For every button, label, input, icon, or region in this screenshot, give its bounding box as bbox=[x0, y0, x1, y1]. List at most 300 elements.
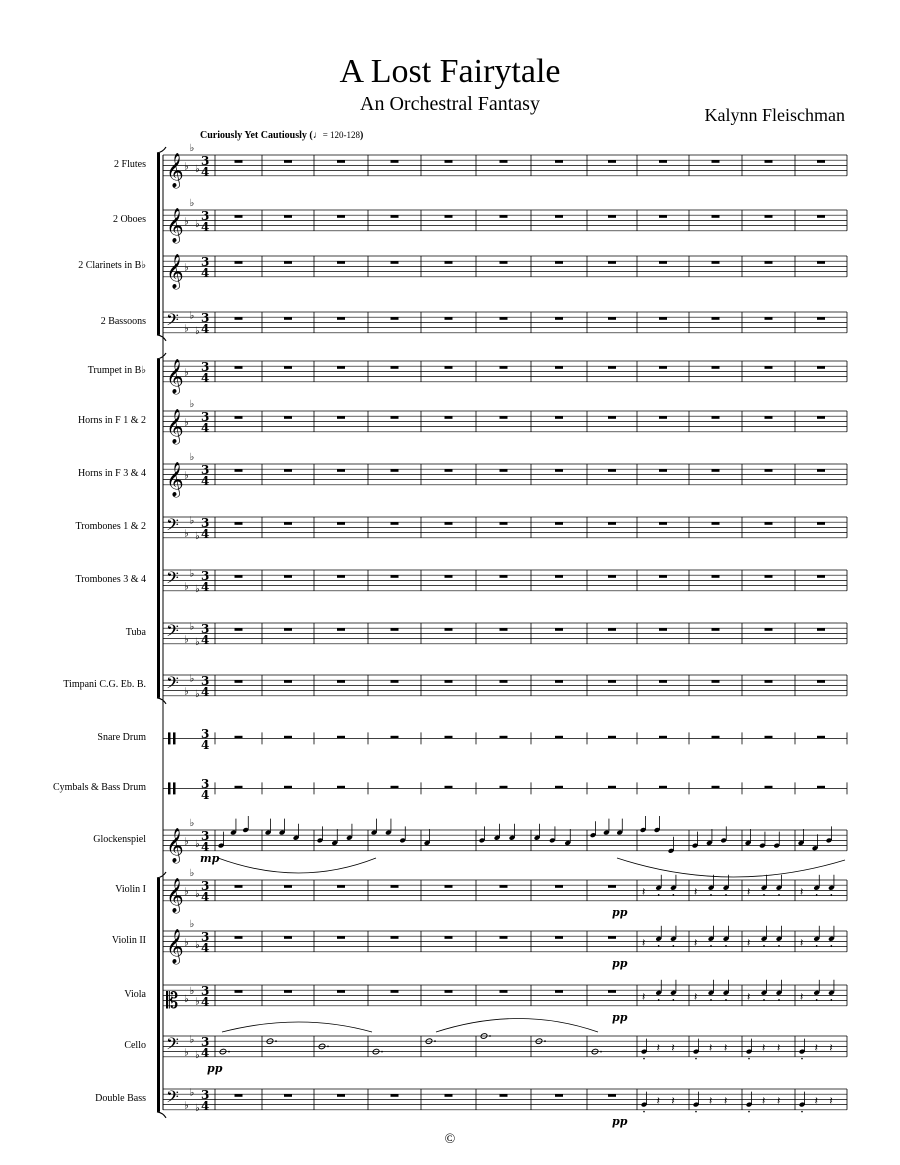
whole-rest-icon bbox=[608, 469, 616, 472]
quarter-rest-icon: 𝄽 bbox=[829, 1094, 833, 1108]
staff-2-clarinets-in-b bbox=[163, 256, 847, 277]
quarter-rest-icon: 𝄽 bbox=[642, 990, 646, 1004]
whole-rest-icon bbox=[659, 366, 667, 369]
whole-rest-icon bbox=[765, 469, 773, 472]
whole-rest-icon bbox=[817, 786, 825, 789]
treble-clef-icon: 𝄞 bbox=[166, 207, 184, 243]
quarter-rest-icon: 𝄽 bbox=[709, 1041, 713, 1055]
key-flat-icon: ♭ bbox=[184, 323, 189, 335]
whole-rest-icon bbox=[712, 416, 720, 419]
staccato-dot bbox=[778, 894, 780, 896]
key-flat-icon: ♭ bbox=[195, 219, 200, 230]
quarter-rest-icon: 𝄽 bbox=[694, 936, 698, 950]
whole-rest-icon bbox=[445, 990, 453, 993]
whole-rest-icon bbox=[555, 885, 563, 888]
time-signature-numerator: 3 bbox=[201, 878, 210, 893]
whole-rest-icon bbox=[817, 317, 825, 320]
whole-rest-icon bbox=[817, 416, 825, 419]
whole-rest-icon bbox=[445, 469, 453, 472]
augmentation-dot bbox=[489, 1035, 491, 1037]
whole-rest-icon bbox=[608, 215, 616, 218]
percussion-clef-icon bbox=[173, 782, 176, 794]
whole-rest-icon bbox=[235, 786, 243, 789]
whole-rest-icon bbox=[391, 160, 399, 163]
key-flat-icon: ♭ bbox=[189, 198, 195, 210]
treble-clef-icon: 𝄞 bbox=[166, 152, 184, 188]
bass-clef-icon: 𝄢 bbox=[166, 1033, 179, 1058]
quarter-rest-icon: 𝄽 bbox=[762, 1094, 766, 1108]
whole-rest-icon bbox=[817, 522, 825, 525]
quarter-rest-icon: 𝄽 bbox=[800, 936, 804, 950]
whole-rest-icon bbox=[391, 885, 399, 888]
staccato-dot bbox=[673, 894, 675, 896]
whole-rest-icon bbox=[337, 215, 345, 218]
whole-rest-icon bbox=[284, 261, 292, 264]
augmentation-dot bbox=[600, 1051, 602, 1053]
dynamic-pp: pp bbox=[612, 956, 628, 970]
key-flat-icon: ♭ bbox=[184, 836, 189, 848]
key-flat-icon: ♭ bbox=[184, 686, 189, 698]
instrument-label-violin-ii: Violin II bbox=[111, 935, 146, 947]
whole-rest-icon bbox=[500, 522, 508, 525]
whole-rest-icon bbox=[500, 628, 508, 631]
whole-rest-icon bbox=[445, 885, 453, 888]
key-flat-icon: ♭ bbox=[189, 568, 195, 580]
whole-rest-icon bbox=[391, 215, 399, 218]
staccato-dot bbox=[658, 945, 660, 947]
key-flat-icon: ♭ bbox=[189, 919, 195, 931]
whole-rest-icon bbox=[391, 736, 399, 739]
quarter-rest-icon: 𝄽 bbox=[777, 1094, 781, 1108]
whole-rest-icon bbox=[337, 936, 345, 939]
woodwinds-bracket-hook bbox=[157, 147, 166, 153]
whole-rest-icon bbox=[712, 261, 720, 264]
whole-rest-icon bbox=[608, 736, 616, 739]
whole-rest-icon bbox=[555, 990, 563, 993]
whole-rest-icon bbox=[391, 469, 399, 472]
whole-rest-icon bbox=[500, 736, 508, 739]
time-signature-numerator: 3 bbox=[201, 153, 210, 168]
instrument-label-tuba: Tuba bbox=[125, 627, 146, 639]
staff-violin-ii bbox=[163, 931, 847, 952]
key-flat-icon: ♭ bbox=[184, 634, 189, 646]
whole-rest-icon bbox=[555, 680, 563, 683]
key-flat-icon: ♭ bbox=[195, 637, 200, 649]
staccato-dot bbox=[816, 945, 818, 947]
whole-rest-icon bbox=[235, 469, 243, 472]
staccato-dot bbox=[643, 1058, 645, 1060]
bass-clef-icon: 𝄢 bbox=[166, 567, 179, 592]
staccato-dot bbox=[725, 999, 727, 1001]
bass-clef-icon: 𝄢 bbox=[166, 309, 179, 334]
whole-rest-icon bbox=[445, 261, 453, 264]
staff-tuba bbox=[163, 620, 847, 645]
whole-rest-icon bbox=[235, 522, 243, 525]
whole-rest-icon bbox=[284, 786, 292, 789]
time-signature-denominator: 4 bbox=[201, 370, 210, 385]
time-signature-numerator: 3 bbox=[201, 254, 210, 269]
quarter-rest-icon: 𝄽 bbox=[642, 936, 646, 950]
key-flat-icon: ♭ bbox=[189, 1087, 195, 1099]
time-signature-numerator: 3 bbox=[201, 621, 210, 636]
time-signature-numerator: 3 bbox=[201, 1034, 210, 1049]
time-signature-denominator: 4 bbox=[201, 839, 210, 854]
staccato-dot bbox=[695, 1111, 697, 1113]
whole-rest-icon bbox=[712, 575, 720, 578]
quarter-rest-icon: 𝄽 bbox=[642, 885, 646, 899]
time-signature-denominator: 4 bbox=[201, 1045, 210, 1060]
tempo-metronome: = 120-128 bbox=[322, 130, 361, 140]
whole-rest-icon bbox=[608, 522, 616, 525]
whole-rest-icon bbox=[659, 575, 667, 578]
whole-rest-icon bbox=[555, 366, 563, 369]
treble-clef-icon: 𝄞 bbox=[166, 253, 184, 289]
key-flat-icon: ♭ bbox=[184, 1047, 189, 1059]
whole-rest-icon bbox=[659, 680, 667, 683]
time-signature-denominator: 4 bbox=[201, 737, 210, 752]
whole-rest-icon bbox=[337, 990, 345, 993]
whole-rest-icon bbox=[284, 416, 292, 419]
whole-rest-icon bbox=[817, 215, 825, 218]
whole-rest-icon bbox=[445, 416, 453, 419]
dynamic-pp: pp bbox=[612, 1010, 628, 1024]
time-signature-numerator: 3 bbox=[201, 208, 210, 223]
alto-clef-icon: 𝄡 bbox=[166, 988, 179, 1014]
strings-bracket bbox=[157, 878, 160, 1112]
staff-snare-drum bbox=[163, 732, 847, 744]
whole-rest-icon bbox=[765, 736, 773, 739]
treble-clef-icon: 𝄞 bbox=[166, 358, 184, 394]
key-flat-icon: ♭ bbox=[189, 515, 195, 527]
instrument-label-cello: Cello bbox=[124, 1040, 146, 1052]
dynamic-pp: pp bbox=[612, 1114, 628, 1128]
instrument-label-trombones-3-4: Trombones 3 & 4 bbox=[75, 574, 146, 586]
slur bbox=[436, 1019, 598, 1033]
whole-rest-icon bbox=[765, 261, 773, 264]
treble-clef-icon: 𝄞 bbox=[166, 928, 184, 964]
time-signature-numerator: 3 bbox=[201, 310, 210, 325]
whole-rest-icon bbox=[445, 936, 453, 939]
slur bbox=[617, 858, 845, 877]
slur bbox=[222, 1022, 372, 1032]
whole-rest-icon bbox=[817, 469, 825, 472]
brass-bracket bbox=[157, 359, 160, 698]
percussion-clef-icon bbox=[168, 782, 171, 794]
whole-rest-icon bbox=[337, 317, 345, 320]
whole-rest-icon bbox=[337, 366, 345, 369]
key-flat-icon: ♭ bbox=[195, 1103, 200, 1115]
quarter-note-icon: ♩ bbox=[312, 130, 323, 141]
whole-rest-icon bbox=[391, 1094, 399, 1097]
whole-rest-icon bbox=[500, 786, 508, 789]
whole-rest-icon bbox=[555, 936, 563, 939]
key-flat-icon: ♭ bbox=[189, 621, 195, 633]
staccato-dot bbox=[725, 894, 727, 896]
key-flat-icon: ♭ bbox=[189, 1034, 195, 1046]
composer-name: Kalynn Fleischman bbox=[704, 105, 845, 125]
whole-rest-icon bbox=[817, 366, 825, 369]
whole-rest-icon bbox=[445, 786, 453, 789]
tempo-text: Curiously Yet Cautiously bbox=[200, 130, 307, 141]
dynamic-pp: pp bbox=[612, 905, 628, 919]
whole-rest-icon bbox=[659, 469, 667, 472]
whole-rest-icon bbox=[765, 366, 773, 369]
time-signature-denominator: 4 bbox=[201, 219, 210, 234]
whole-rest-icon bbox=[608, 990, 616, 993]
whole-rest-icon bbox=[391, 680, 399, 683]
time-signature-denominator: 4 bbox=[201, 1098, 210, 1113]
whole-rest-icon bbox=[391, 936, 399, 939]
time-signature-denominator: 4 bbox=[201, 321, 210, 336]
whole-rest-icon bbox=[445, 736, 453, 739]
staccato-dot bbox=[710, 894, 712, 896]
augmentation-dot bbox=[381, 1051, 383, 1053]
quarter-rest-icon: 𝄽 bbox=[777, 1041, 781, 1055]
quarter-rest-icon: 𝄽 bbox=[671, 1094, 675, 1108]
key-flat-icon: ♭ bbox=[184, 581, 189, 593]
key-flat-icon: ♭ bbox=[195, 326, 200, 338]
staff-double-bass bbox=[163, 1086, 847, 1111]
whole-rest-icon bbox=[391, 261, 399, 264]
staccato-dot bbox=[673, 945, 675, 947]
whole-rest-icon bbox=[555, 416, 563, 419]
whole-rest-icon bbox=[284, 160, 292, 163]
whole-rest-icon bbox=[284, 317, 292, 320]
whole-rest-icon bbox=[659, 317, 667, 320]
whole-rest-icon bbox=[712, 366, 720, 369]
whole-rest-icon bbox=[391, 575, 399, 578]
key-flat-icon: ♭ bbox=[189, 452, 195, 464]
quarter-rest-icon: 𝄽 bbox=[814, 1094, 819, 1108]
staccato-dot bbox=[801, 1058, 803, 1060]
time-signature-denominator: 4 bbox=[201, 526, 210, 541]
whole-rest-icon bbox=[765, 575, 773, 578]
percussion-clef-icon bbox=[168, 732, 171, 744]
whole-rest-icon bbox=[235, 261, 243, 264]
whole-rest-icon bbox=[712, 215, 720, 218]
whole-rest-icon bbox=[337, 736, 345, 739]
quarter-rest-icon: 𝄽 bbox=[709, 1094, 713, 1108]
instrument-label-2-flutes: 2 Flutes bbox=[114, 159, 146, 171]
whole-rest-icon bbox=[659, 786, 667, 789]
key-flat-icon: ♭ bbox=[184, 886, 189, 898]
tempo-close-paren: ) bbox=[360, 130, 364, 141]
whole-rest-icon bbox=[555, 215, 563, 218]
quarter-rest-icon: 𝄽 bbox=[747, 936, 751, 950]
whole-rest-icon bbox=[500, 366, 508, 369]
staccato-dot bbox=[695, 1058, 697, 1060]
key-flat-icon: ♭ bbox=[189, 143, 195, 155]
staff-trumpet-in-b bbox=[163, 361, 847, 382]
staff-cymbals-bass-drum bbox=[163, 782, 847, 794]
slur bbox=[218, 858, 376, 873]
whole-rest-icon bbox=[235, 160, 243, 163]
key-flat-icon: ♭ bbox=[195, 531, 200, 543]
staccato-dot bbox=[816, 999, 818, 1001]
augmentation-dot bbox=[275, 1040, 277, 1042]
instrument-label-horns-in-f-3-4: Horns in F 3 & 4 bbox=[77, 468, 146, 480]
instrument-label-glockenspiel: Glockenspiel bbox=[93, 834, 146, 846]
staff-2-bassoons bbox=[163, 309, 847, 334]
quarter-rest-icon: 𝄽 bbox=[656, 1094, 661, 1108]
key-flat-icon: ♭ bbox=[189, 310, 195, 322]
time-signature-denominator: 4 bbox=[201, 265, 210, 280]
staccato-dot bbox=[725, 945, 727, 947]
key-flat-icon: ♭ bbox=[195, 839, 200, 850]
copyright-symbol: © bbox=[444, 1132, 456, 1147]
whole-rest-icon bbox=[765, 416, 773, 419]
whole-rest-icon bbox=[500, 261, 508, 264]
time-signature-denominator: 4 bbox=[201, 940, 210, 955]
woodwinds-bracket-hook bbox=[157, 335, 166, 341]
score-subtitle: An Orchestral Fantasy bbox=[360, 93, 540, 115]
time-signature-denominator: 4 bbox=[201, 473, 210, 488]
staccato-dot bbox=[816, 894, 818, 896]
key-flat-icon: ♭ bbox=[184, 470, 189, 482]
whole-rest-icon bbox=[659, 261, 667, 264]
key-flat-icon: ♭ bbox=[195, 996, 200, 1008]
key-flat-icon: ♭ bbox=[189, 986, 195, 998]
whole-rest-icon bbox=[284, 680, 292, 683]
whole-rest-icon bbox=[337, 680, 345, 683]
whole-rest-icon bbox=[284, 215, 292, 218]
time-signature-denominator: 4 bbox=[201, 632, 210, 647]
treble-clef-icon: 𝄞 bbox=[166, 461, 184, 497]
brass-bracket-hook bbox=[157, 698, 166, 704]
staccato-dot bbox=[748, 1111, 750, 1113]
staff-cello bbox=[163, 1033, 847, 1058]
whole-rest-icon bbox=[500, 215, 508, 218]
percussion-clef-icon bbox=[173, 732, 176, 744]
whole-rest-icon bbox=[765, 160, 773, 163]
whole-rest-icon bbox=[659, 736, 667, 739]
whole-rest-icon bbox=[500, 317, 508, 320]
whole-rest-icon bbox=[284, 628, 292, 631]
time-signature-numerator: 3 bbox=[201, 568, 210, 583]
key-flat-icon: ♭ bbox=[195, 940, 200, 951]
key-flat-icon: ♭ bbox=[184, 1100, 189, 1112]
whole-rest-icon bbox=[337, 261, 345, 264]
whole-rest-icon bbox=[555, 317, 563, 320]
staff-2-flutes bbox=[163, 155, 847, 176]
whole-rest-icon bbox=[500, 936, 508, 939]
key-flat-icon: ♭ bbox=[184, 216, 189, 228]
staff-horns-in-f-3-4 bbox=[163, 464, 847, 485]
whole-rest-icon bbox=[659, 628, 667, 631]
quarter-rest-icon: 𝄽 bbox=[747, 885, 751, 899]
whole-rest-icon bbox=[284, 522, 292, 525]
key-flat-icon: ♭ bbox=[189, 673, 195, 685]
whole-rest-icon bbox=[235, 680, 243, 683]
whole-rest-icon bbox=[765, 628, 773, 631]
augmentation-dot bbox=[228, 1051, 230, 1053]
whole-rest-icon bbox=[391, 317, 399, 320]
whole-rest-icon bbox=[284, 885, 292, 888]
whole-rest-icon bbox=[659, 215, 667, 218]
whole-rest-icon bbox=[765, 786, 773, 789]
whole-rest-icon bbox=[337, 416, 345, 419]
whole-rest-icon bbox=[391, 522, 399, 525]
whole-rest-icon bbox=[712, 469, 720, 472]
staccato-dot bbox=[643, 1111, 645, 1113]
instrument-label-2-oboes: 2 Oboes bbox=[112, 214, 146, 226]
treble-clef-icon: 𝄞 bbox=[166, 877, 184, 913]
quarter-rest-icon: 𝄽 bbox=[800, 990, 804, 1004]
whole-rest-icon bbox=[817, 680, 825, 683]
staff-viola bbox=[163, 985, 847, 1006]
strings-bracket-hook bbox=[157, 1112, 166, 1118]
key-flat-icon: ♭ bbox=[184, 262, 189, 274]
staff-trombones-1-2 bbox=[163, 514, 847, 539]
staccato-dot bbox=[748, 1058, 750, 1060]
whole-rest-icon bbox=[445, 522, 453, 525]
instrument-label-cymbals-bass-drum: Cymbals & Bass Drum bbox=[52, 782, 146, 794]
whole-rest-icon bbox=[284, 1094, 292, 1097]
quarter-rest-icon: 𝄽 bbox=[694, 885, 698, 899]
whole-rest-icon bbox=[608, 885, 616, 888]
key-flat-icon: ♭ bbox=[184, 528, 189, 540]
whole-rest-icon bbox=[712, 680, 720, 683]
key-flat-icon: ♭ bbox=[195, 584, 200, 596]
whole-rest-icon bbox=[284, 990, 292, 993]
staccato-dot bbox=[763, 999, 765, 1001]
whole-rest-icon bbox=[817, 261, 825, 264]
whole-rest-icon bbox=[555, 575, 563, 578]
whole-rest-icon bbox=[712, 522, 720, 525]
whole-rest-icon bbox=[555, 628, 563, 631]
time-signature-numerator: 3 bbox=[201, 409, 210, 424]
staccato-dot bbox=[658, 894, 660, 896]
whole-rest-icon bbox=[235, 1094, 243, 1097]
dynamic-pp: pp bbox=[207, 1061, 223, 1075]
strings-bracket-hook bbox=[157, 872, 166, 878]
staff-violin-i bbox=[163, 880, 847, 901]
whole-rest-icon bbox=[235, 416, 243, 419]
whole-rest-icon bbox=[608, 416, 616, 419]
time-signature-numerator: 3 bbox=[201, 983, 210, 998]
staccato-dot bbox=[658, 999, 660, 1001]
brass-bracket-hook bbox=[157, 353, 166, 359]
whole-rest-icon bbox=[284, 736, 292, 739]
time-signature-denominator: 4 bbox=[201, 994, 210, 1009]
whole-rest-icon bbox=[712, 786, 720, 789]
time-signature-numerator: 3 bbox=[201, 726, 210, 741]
staff-timpani-c-g-eb-b bbox=[163, 672, 847, 697]
whole-rest-icon bbox=[500, 885, 508, 888]
whole-rest-icon bbox=[555, 736, 563, 739]
key-flat-icon: ♭ bbox=[189, 399, 195, 411]
time-signature-denominator: 4 bbox=[201, 420, 210, 435]
whole-rest-icon bbox=[445, 317, 453, 320]
whole-rest-icon bbox=[391, 786, 399, 789]
instrument-label-violin-i: Violin I bbox=[115, 884, 146, 896]
staccato-dot bbox=[831, 945, 833, 947]
staccato-dot bbox=[831, 894, 833, 896]
staccato-dot bbox=[801, 1111, 803, 1113]
whole-rest-icon bbox=[337, 575, 345, 578]
whole-rest-icon bbox=[608, 261, 616, 264]
whole-rest-icon bbox=[337, 160, 345, 163]
whole-rest-icon bbox=[659, 522, 667, 525]
whole-rest-icon bbox=[555, 469, 563, 472]
time-signature-denominator: 4 bbox=[201, 684, 210, 699]
staccato-dot bbox=[710, 945, 712, 947]
staccato-dot bbox=[763, 894, 765, 896]
whole-rest-icon bbox=[500, 990, 508, 993]
time-signature-denominator: 4 bbox=[201, 787, 210, 802]
bass-clef-icon: 𝄢 bbox=[166, 672, 179, 697]
quarter-rest-icon: 𝄽 bbox=[829, 1041, 833, 1055]
